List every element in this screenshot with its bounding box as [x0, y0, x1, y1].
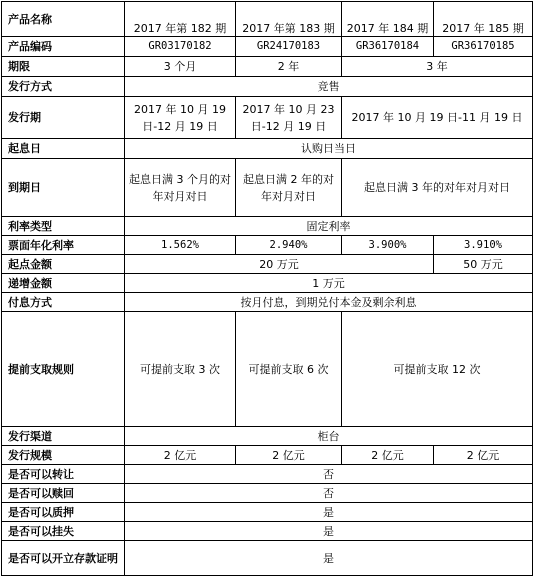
product-name-185: 2017 年 185 期 — [434, 2, 533, 37]
coupon-182: 1.562% — [125, 236, 236, 255]
row-maturity — [2, 159, 533, 217]
product-code-label: 产品编码 — [2, 37, 125, 57]
row-coupon — [2, 236, 533, 255]
maturity-183: 起息日满 2 年的对年对月对日 — [236, 159, 342, 217]
deposit-cert-label: 是否可以开立存款证明 — [2, 541, 125, 576]
report-loss-value: 是 — [125, 522, 533, 541]
row-early-withdraw — [2, 312, 533, 427]
early-withdraw-184-185: 可提前支取 12 次 — [342, 312, 533, 427]
row-redeem — [2, 484, 533, 503]
product-code-185: GR36170185 — [434, 37, 533, 57]
increment-value: 1 万元 — [125, 274, 533, 293]
row-report-loss — [2, 522, 533, 541]
early-withdraw-182: 可提前支取 3 次 — [125, 312, 236, 427]
row-channel — [2, 427, 533, 446]
product-name-184: 2017 年 184 期 — [342, 2, 434, 37]
scale-185: 2 亿元 — [434, 446, 533, 465]
pledge-label: 是否可以质押 — [2, 503, 125, 522]
product-code-183: GR24170183 — [236, 37, 342, 57]
row-scale — [2, 446, 533, 465]
term-182: 3 个月 — [125, 57, 236, 77]
row-product-code — [2, 37, 533, 57]
report-loss-label: 是否可以挂失 — [2, 522, 125, 541]
transfer-label: 是否可以转让 — [2, 465, 125, 484]
coupon-184: 3.900% — [342, 236, 434, 255]
min-amount-label: 起点金额 — [2, 255, 125, 274]
product-code-184: GR36170184 — [342, 37, 434, 57]
issue-method-label: 发行方式 — [2, 77, 125, 97]
payment-value: 按月付息，到期兑付本金及剩余利息 — [125, 293, 533, 312]
row-increment — [2, 274, 533, 293]
row-transfer — [2, 465, 533, 484]
term-183: 2 年 — [236, 57, 342, 77]
early-withdraw-183: 可提前支取 6 次 — [236, 312, 342, 427]
rate-type-value: 固定利率 — [125, 217, 533, 236]
coupon-185: 3.910% — [434, 236, 533, 255]
value-date-value: 认购日当日 — [125, 139, 533, 159]
transfer-value: 否 — [125, 465, 533, 484]
payment-label: 付息方式 — [2, 293, 125, 312]
min-amount-182-184: 20 万元 — [125, 255, 434, 274]
channel-label: 发行渠道 — [2, 427, 125, 446]
product-name-183: 2017 年第 183 期 — [236, 2, 342, 37]
term-label: 期限 — [2, 57, 125, 77]
issue-period-182: 2017 年 10 月 19 日-12 月 19 日 — [125, 97, 236, 139]
increment-label: 递增金额 — [2, 274, 125, 293]
row-min-amount — [2, 255, 533, 274]
maturity-label: 到期日 — [2, 159, 125, 217]
rate-type-label: 利率类型 — [2, 217, 125, 236]
maturity-182: 起息日满 3 个月的对年对月对日 — [125, 159, 236, 217]
value-date-label: 起息日 — [2, 139, 125, 159]
scale-182: 2 亿元 — [125, 446, 236, 465]
row-issue-method — [2, 77, 533, 97]
row-rate-type — [2, 217, 533, 236]
issue-method-value: 竞售 — [125, 77, 533, 97]
product-table — [1, 1, 533, 576]
row-issue-period — [2, 97, 533, 139]
deposit-cert-value: 是 — [125, 541, 533, 576]
row-payment — [2, 293, 533, 312]
scale-label: 发行规模 — [2, 446, 125, 465]
scale-184: 2 亿元 — [342, 446, 434, 465]
row-deposit-cert — [2, 541, 533, 576]
row-value-date — [2, 139, 533, 159]
early-withdraw-label: 提前支取规则 — [2, 312, 125, 427]
channel-value: 柜台 — [125, 427, 533, 446]
row-product-name — [2, 2, 533, 37]
product-name-182: 2017 年第 182 期 — [125, 2, 236, 37]
issue-period-183: 2017 年 10 月 23 日-12 月 19 日 — [236, 97, 342, 139]
maturity-184-185: 起息日满 3 年的对年对月对日 — [342, 159, 533, 217]
scale-183: 2 亿元 — [236, 446, 342, 465]
issue-period-184-185: 2017 年 10 月 19 日-11 月 19 日 — [342, 97, 533, 139]
issue-period-label: 发行期 — [2, 97, 125, 139]
pledge-value: 是 — [125, 503, 533, 522]
product-code-182: GR03170182 — [125, 37, 236, 57]
redeem-value: 否 — [125, 484, 533, 503]
redeem-label: 是否可以赎回 — [2, 484, 125, 503]
row-term — [2, 57, 533, 77]
product-name-label: 产品名称 — [2, 2, 125, 37]
min-amount-185: 50 万元 — [434, 255, 533, 274]
row-pledge — [2, 503, 533, 522]
term-184-185: 3 年 — [342, 57, 533, 77]
coupon-183: 2.940% — [236, 236, 342, 255]
coupon-label: 票面年化利率 — [2, 236, 125, 255]
